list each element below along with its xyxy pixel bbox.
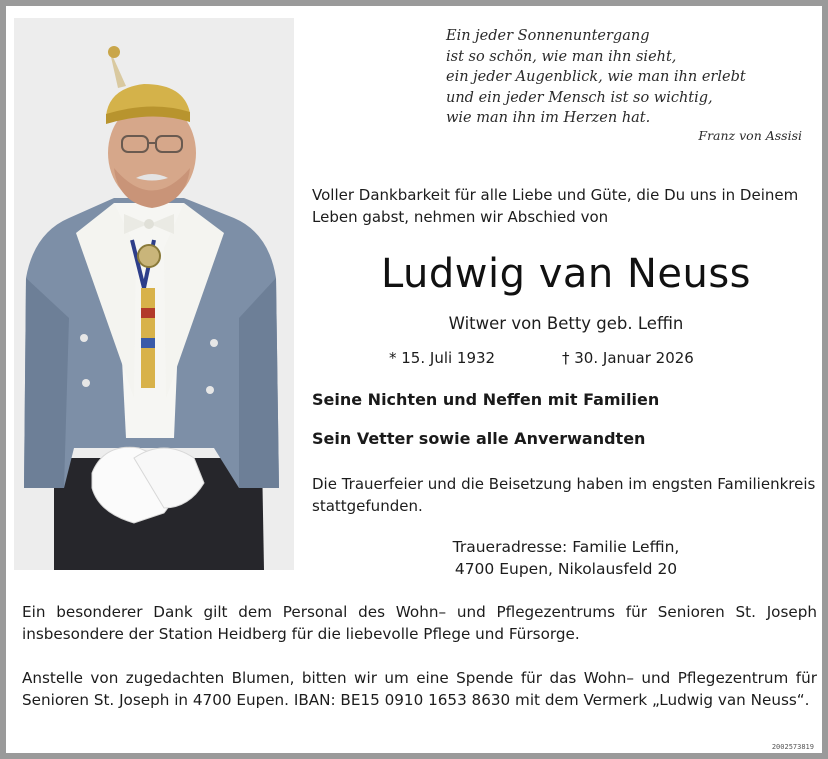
birth-date: * 15. Juli 1932 — [389, 349, 496, 367]
mourner-line: Sein Vetter sowie alle Anverwandten — [312, 429, 646, 448]
obituary-notice — [6, 6, 822, 753]
mourning-address — [306, 536, 822, 580]
deceased-name: Ludwig van Neuss — [380, 251, 752, 297]
thanks-paragraph: Ein besonderer Dank gilt dem Personal des Wohn– und Pflegezentrums für Senioren St. Joseph insbesondere der Station Heidberg für die liebevolle Pflege und Fürsorge. — [22, 603, 817, 643]
quote-line: Ein jeder Sonnenuntergang — [446, 28, 650, 44]
funeral-note: Die Trauerfeier und die Beisetzung haben im engsten Familienkreis stattgefunden. — [312, 475, 816, 515]
donation-paragraph: Anstelle von zugedachten Blumen, bitten wir um eine Spende für das Wohn– und Pflegezentrum für Senioren St. Joseph in 4700 Eupen. IBAN: BE15 0910 1653 8630 mit dem Vermerk „Ludwig van Neuss“. — [22, 669, 817, 709]
reference-number: 2002573819 — [771, 743, 814, 751]
death-date: † 30. Januar 2026 — [562, 349, 694, 367]
quote-line: und ein jeder Mensch ist so wichtig, — [446, 89, 713, 106]
address-line: Traueradresse: Familie Leffin, — [452, 538, 680, 556]
quote-line: ist so schön, wie man ihn sieht, — [446, 48, 677, 65]
mourner-line: Seine Nichten und Neffen mit Familien — [312, 390, 660, 409]
quote-author: Franz von Assisi — [698, 127, 802, 143]
quote-block — [446, 26, 806, 146]
intro-text: Voller Dankbarkeit für alle Liebe und Güte, die Du uns in Deinem Leben gabst, nehmen wir Abschied von — [312, 186, 799, 226]
portrait-photo — [14, 18, 294, 570]
address-line: 4700 Eupen, Nikolausfeld 20 — [454, 560, 678, 578]
widower-line: Witwer von Betty geb. Leffin — [448, 314, 684, 333]
quote-line: ein jeder Augenblick, wie man ihn erlebt — [446, 69, 746, 85]
quote-line: wie man ihn im Herzen hat. — [446, 110, 651, 126]
